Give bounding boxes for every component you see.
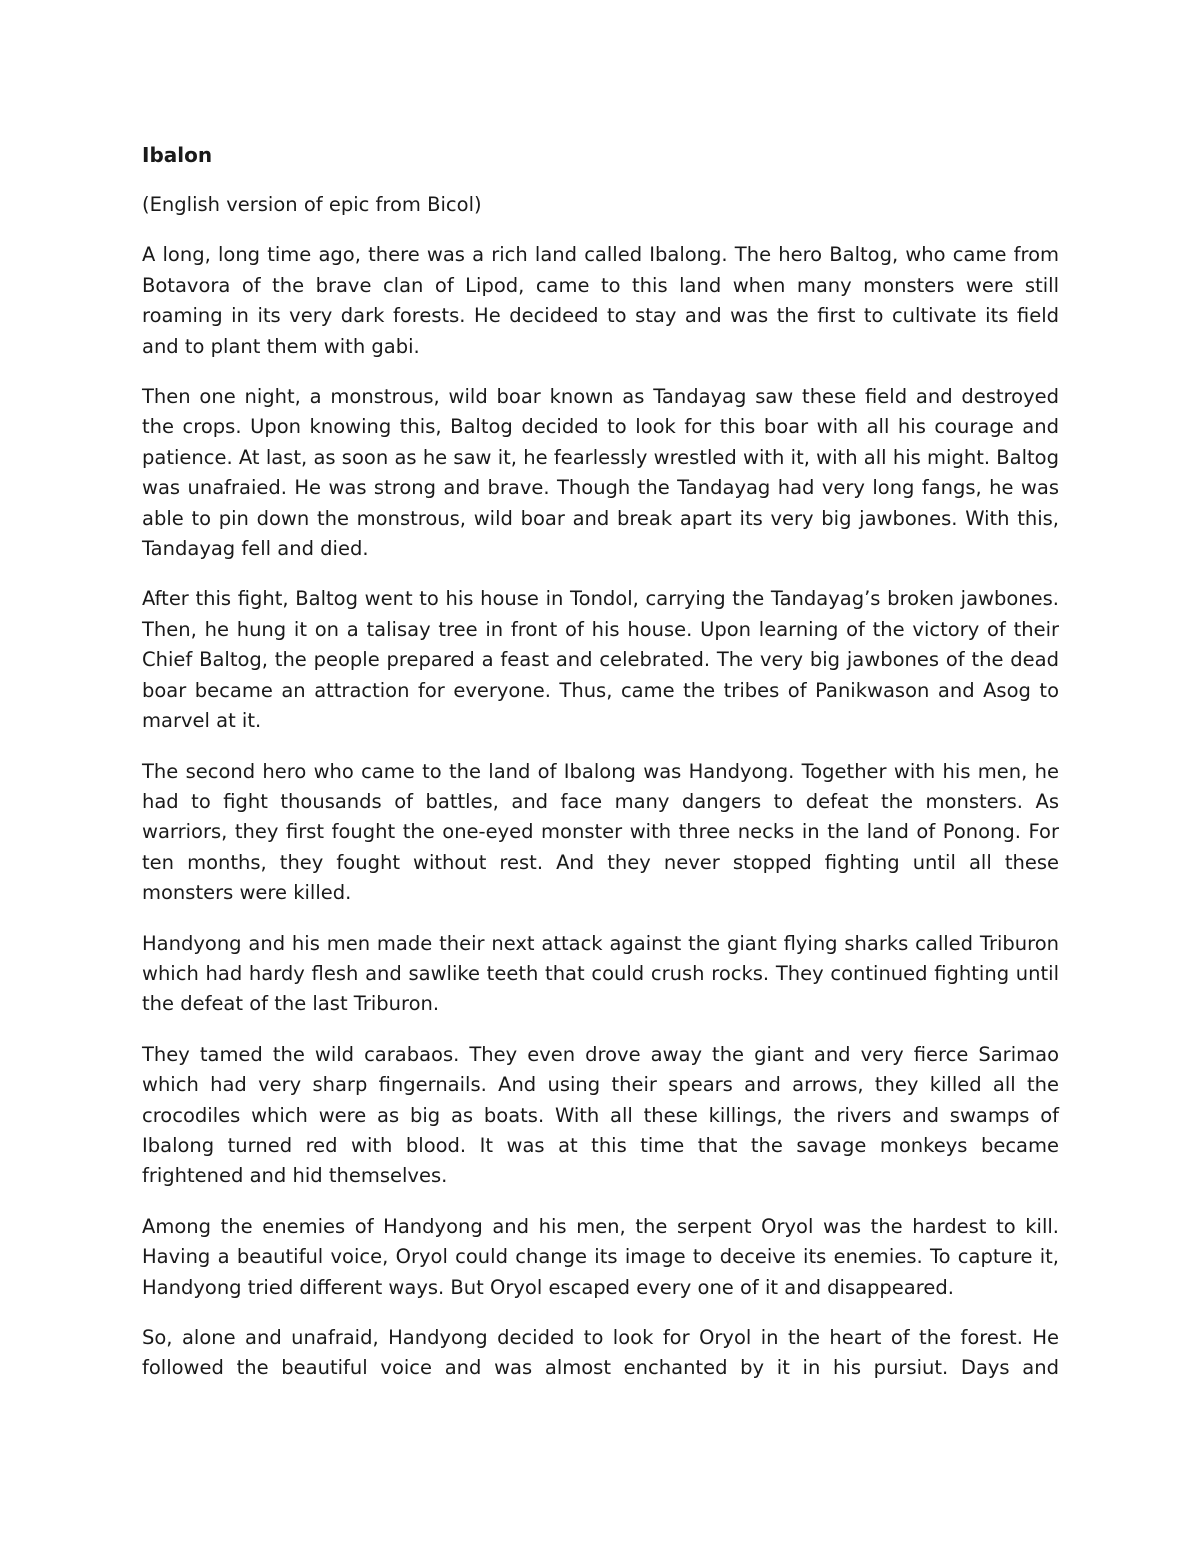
document-title: Ibalon [142,143,213,167]
paragraph-7: Among the enemies of Handyong and his men, the serpent Oryol was the hardest to kill. Having a beautiful voice, Oryol could change its image to deceive its enemies. To capture it, Handyong tried different ways. But Oryol escaped every one of it and disappeared. [142,1214,1059,1299]
paragraph-8: So, alone and unafraid, Handyong decided to look for Oryol in the heart of the forest. He followed the beautiful voice and was almost enchanted by it in his pursiut. Days and [142,1326,1059,1380]
paragraph-4: The second hero who came to the land of Ibalong was Handyong. Together with his men, he had to fight thousands of battles, and face many dangers to defeat the monsters. As warriors, they first fought the one-eyed monster with three necks in the land of Ponong. For ten months, they fought without rest. And they never stopped fighting until all these monsters were killed. [142,759,1059,905]
paragraph-2: Then one night, a monstrous, wild boar known as Tandayag saw these field and destroyed the crops. Upon knowing this, Baltog decided to look for this boar with all his courage and patience. At last, as soon as he saw it, he fearlessly wrestled with it, with all his might. Baltog was unafraied. He was strong and brave. Though the Tandayag had very long fangs, he was able to pin down the monstrous, wild boar and break apart its very big jawbones. With this, Tandayag fell and died. [142,385,1059,561]
paragraph-1: A long, long time ago, there was a rich land called Ibalong. The hero Baltog, who came from Botavora of the brave clan of Lipod, came to this land when many monsters were still roaming in its very dark forests. He decideed to stay and was the first to cultivate its field and to plant them with gabi. [142,243,1059,358]
document-page [142,140,1059,1404]
paragraph-5: Handyong and his men made their next attack against the giant flying sharks called Triburon which had hardy flesh and sawlike teeth that could crush rocks. They continued fighting until the defeat of the last Triburon. [142,931,1059,1016]
document-subtitle: (English version of epic from Bicol) [142,193,482,216]
paragraph-6: They tamed the wild carabaos. They even drove away the giant and very fierce Sarimao which had very sharp fingernails. And using their spears and arrows, they killed all the crocodiles which were as big as boats. With all these killings, the rivers and swamps of Ibalong turned red with blood. It was at this time that the savage monkeys became frightened and hid themselves. [142,1042,1059,1188]
paragraph-3: After this fight, Baltog went to his house in Tondol, carrying the Tandayag’s broken jawbones. Then, he hung it on a talisay tree in front of his house. Upon learning of the victory of their Chief Baltog, the people prepared a feast and celebrated. The very big jawbones of the dead boar became an attraction for everyone. Thus, came the tribes of Panikwason and Asog to marvel at it. [142,587,1059,733]
